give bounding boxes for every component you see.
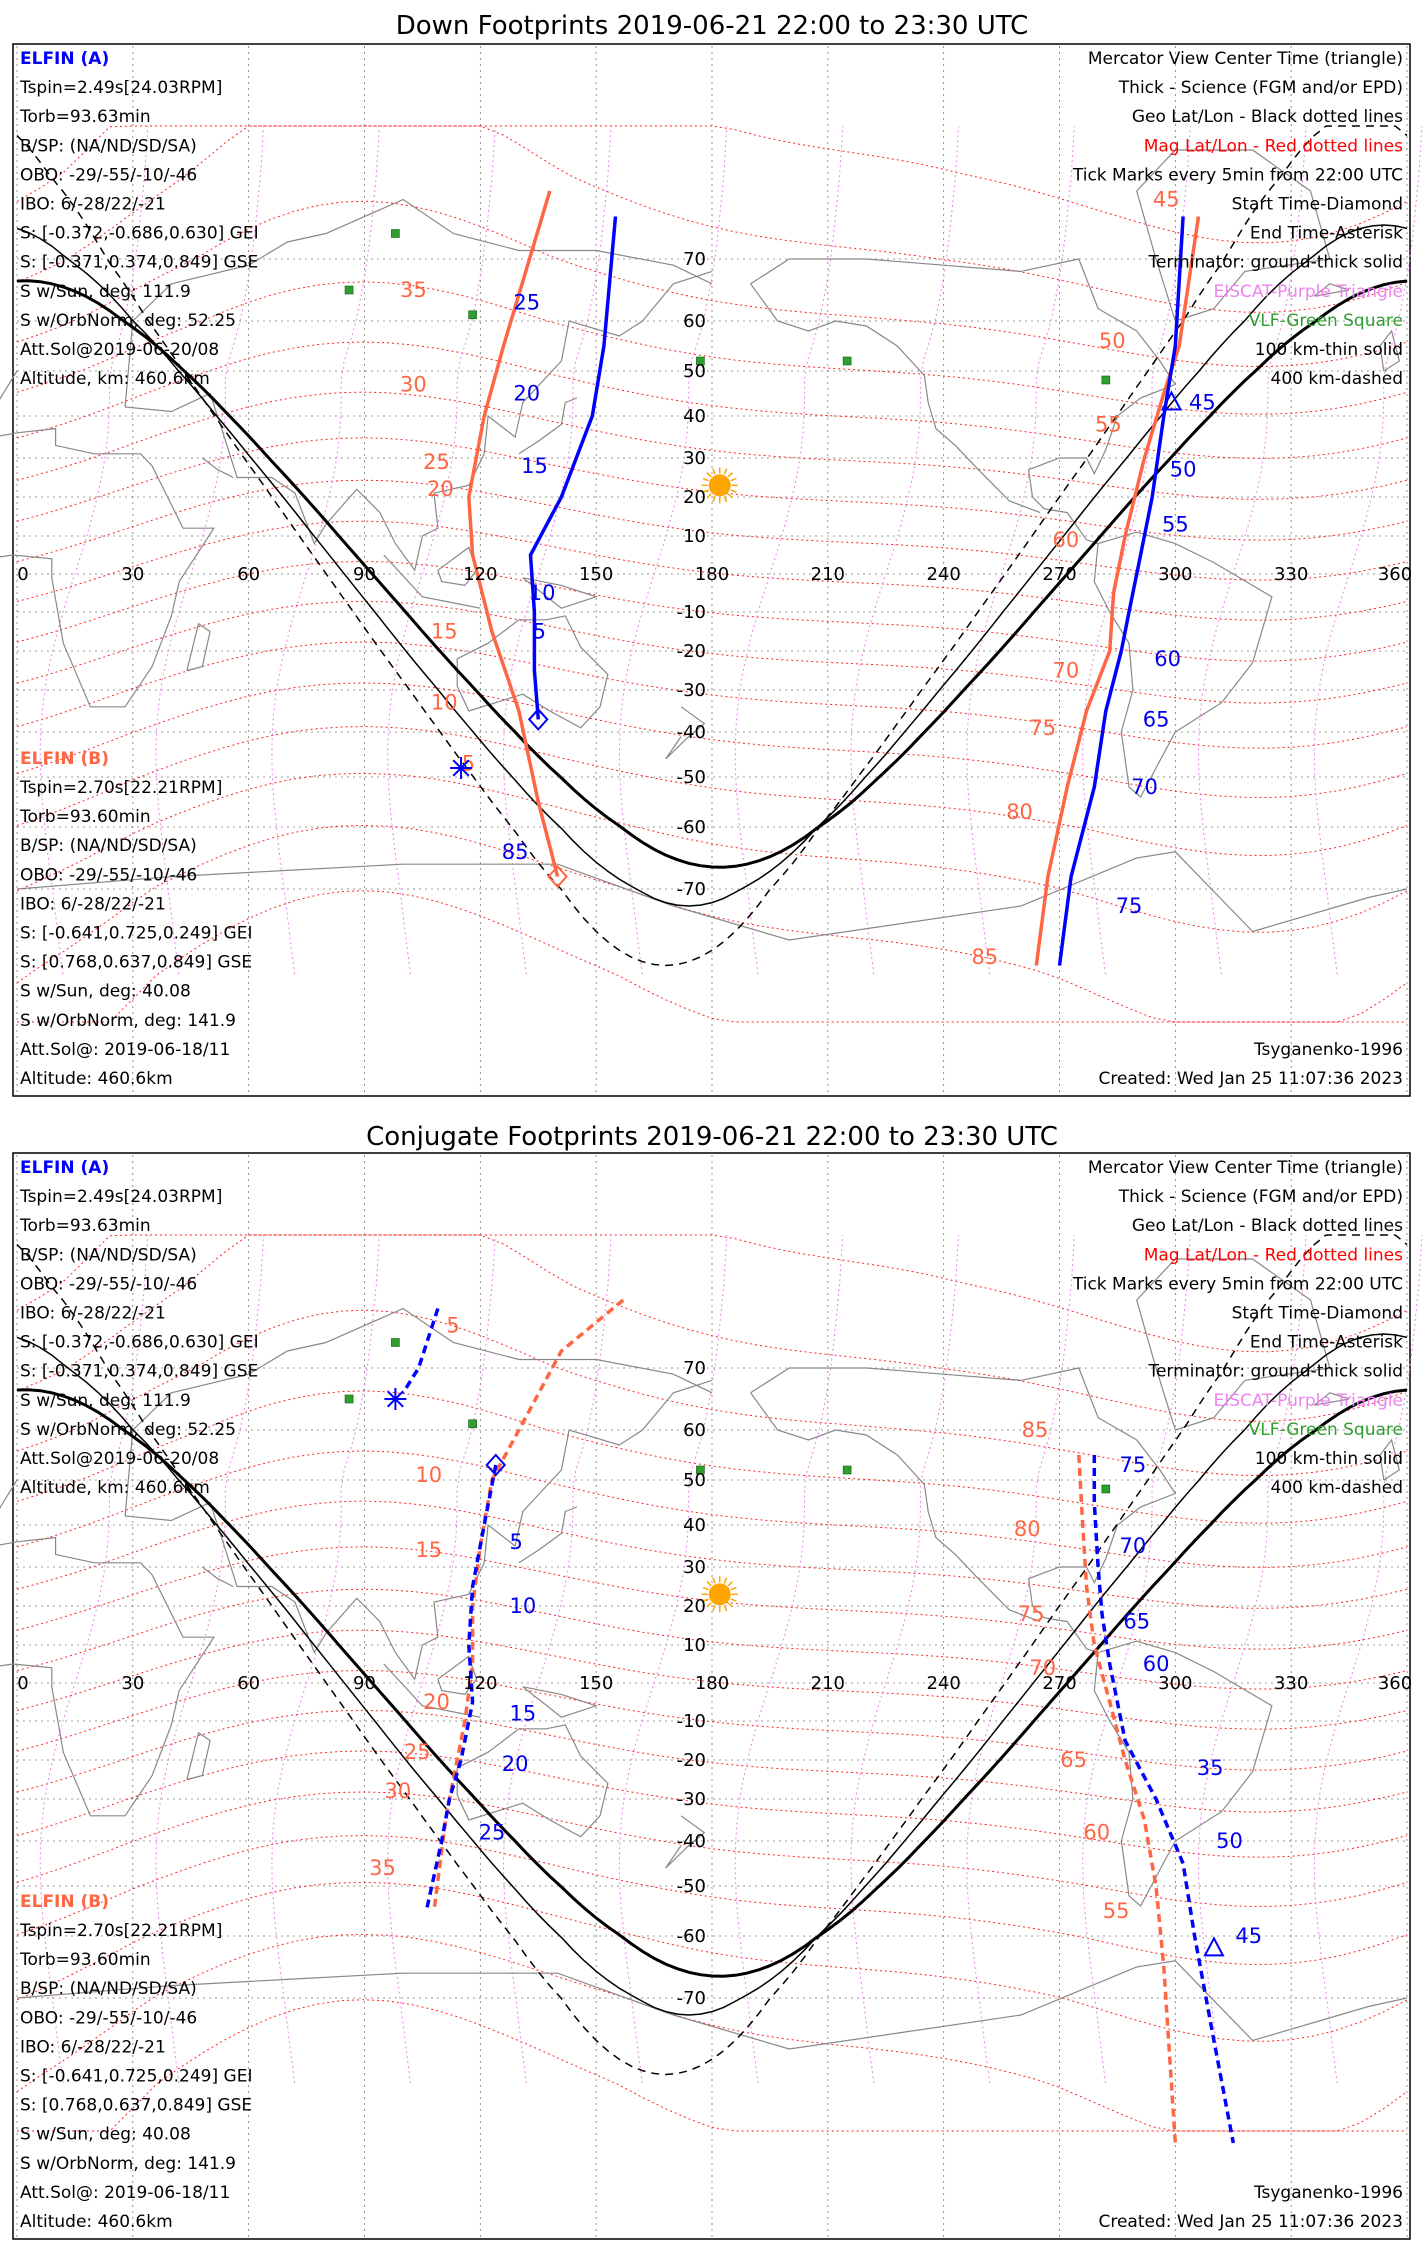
elfin-a-param: S w/OrbNorm, deg: 52.25	[20, 310, 237, 331]
elfin-b-param: Tspin=2.70s[22.21RPM]	[20, 1921, 223, 1941]
lon-tick-label: 240	[926, 564, 961, 585]
elfin-b-tick-label: 20	[423, 1690, 450, 1714]
elfin-a-tick-label: 75	[1119, 1453, 1147, 1477]
elfin-a-param: S: [-0.372,-0.686,0.630] GEI	[20, 223, 259, 244]
elfin-a-tick-label: 5	[532, 619, 547, 644]
vlf-station-marker	[843, 357, 851, 365]
lat-tick-label: 10	[683, 526, 706, 547]
elfin-a-param: S: [-0.371,0.374,0.849] GSE	[20, 1361, 259, 1382]
elfin-b-tick-label: 75	[1017, 1601, 1045, 1626]
legend-entry: Terminator: ground-thick solid	[1148, 252, 1403, 273]
elfin-b-tick-label: 45	[1152, 187, 1180, 212]
elfin-a-param: Torb=93.63min	[20, 1216, 151, 1237]
elfin-a-tick-label: 65	[1142, 707, 1170, 732]
elfin-b-param: Altitude: 460.6km	[20, 1069, 173, 1089]
elfin-b-tick-label: 60	[1083, 1820, 1111, 1845]
elfin-b-tick-label: 85	[971, 945, 999, 969]
elfin-b-tick-label: 70	[1052, 658, 1080, 683]
legend-entry: VLF-Green Square	[1248, 310, 1403, 331]
lat-tick-label: -40	[676, 722, 706, 743]
panel-title: Conjugate Footprints 2019-06-21 22:00 to 23:30 UTC	[366, 1122, 1058, 1152]
elfin-a-tick-label: 35	[1196, 1755, 1224, 1780]
elfin-b-tick-label: 55	[1102, 1899, 1130, 1923]
elfin-b-param: Torb=93.60min	[20, 807, 151, 828]
lon-tick-label: 30	[121, 564, 145, 585]
elfin-b-param: S w/OrbNorm, deg: 141.9	[20, 1010, 237, 1031]
vlf-station-marker	[843, 1466, 851, 1474]
elfin-b-param: S w/Sun, deg: 40.08	[20, 2124, 191, 2145]
elfin-b-param: S: [0.768,0.637,0.849] GSE	[20, 952, 253, 973]
sun-icon	[702, 1576, 738, 1612]
vlf-station-marker	[391, 230, 399, 238]
lon-tick-label: 90	[353, 1673, 376, 1694]
legend-entry: 400 km-dashed	[1270, 1478, 1403, 1499]
elfin-b-tick-label: 15	[430, 619, 458, 644]
lat-tick-label: -30	[676, 1789, 706, 1810]
legend-entry: Mercator View Center Time (triangle)	[1087, 49, 1403, 69]
lon-tick-label: 210	[810, 1673, 846, 1694]
elfin-b-tick-label: 35	[400, 278, 427, 302]
elfin-b-tick-label: 65	[1060, 1748, 1087, 1772]
lat-tick-label: -70	[676, 879, 706, 900]
elfin-a-param: S w/Sun, deg: 111.9	[20, 1390, 191, 1411]
elfin-b-tick-label: 10	[430, 690, 458, 715]
lat-tick-label: 50	[683, 1470, 706, 1491]
elfin-b-param: S w/OrbNorm, deg: 141.9	[20, 2153, 237, 2174]
elfin-b-name: ELFIN (B)	[20, 1891, 110, 1912]
lon-tick-label: 60	[237, 564, 261, 585]
lat-tick-label: 60	[683, 1420, 706, 1441]
elfin-b-tick-label: 75	[1029, 715, 1057, 740]
lat-tick-label: -60	[676, 1926, 706, 1947]
elfin-b-param: S w/Sun, deg: 40.08	[20, 981, 191, 1002]
elfin-a-param: IBO: 6/-28/22/-21	[20, 194, 166, 215]
lon-tick-label: 360	[1377, 1673, 1413, 1694]
elfin-b-tick-label: 15	[415, 1538, 443, 1563]
elfin-b-tick-label: 5	[446, 1313, 460, 1338]
lon-tick-label: 300	[1158, 564, 1193, 585]
vlf-station-marker	[1102, 1485, 1110, 1493]
lat-tick-label: 40	[683, 1515, 706, 1536]
lon-tick-label: 0	[17, 564, 29, 585]
vlf-station-marker	[469, 1420, 477, 1428]
elfin-a-param: Altitude, km: 460.6km	[20, 369, 210, 390]
elfin-a-param: Torb=93.63min	[20, 107, 151, 128]
lat-tick-label: -70	[676, 1988, 706, 2009]
legend-entry: Geo Lat/Lon - Black dotted lines	[1131, 1216, 1403, 1237]
lon-tick-label: 120	[463, 564, 498, 585]
lat-tick-label: 70	[683, 249, 706, 270]
elfin-a-tick-label: 65	[1123, 1609, 1151, 1634]
elfin-a-param: OBO: -29/-55/-10/-46	[20, 1274, 198, 1295]
elfin-b-param: IBO: 6/-28/22/-21	[20, 894, 166, 915]
vlf-station-marker	[345, 286, 353, 294]
elfin-a-tick-label: 45	[1235, 1924, 1263, 1948]
legend-entry: Thick - Science (FGM and/or EPD)	[1118, 78, 1403, 99]
elfin-a-param: S w/OrbNorm, deg: 52.25	[20, 1419, 237, 1440]
elfin-b-name: ELFIN (B)	[20, 748, 110, 769]
elfin-a-tick-label: 25	[478, 1820, 506, 1845]
elfin-a-param: Tspin=2.49s[24.03RPM]	[20, 78, 223, 99]
elfin-a-name: ELFIN (A)	[20, 49, 110, 69]
model-label: Tsyganenko-1996	[1253, 1040, 1403, 1060]
elfin-a-tick-label: 50	[1216, 1829, 1243, 1853]
legend-entry: Mag Lat/Lon - Red dotted lines	[1143, 1245, 1403, 1266]
elfin-b-param: Att.Sol@: 2019-06-18/11	[20, 1039, 231, 1060]
elfin-a-tick-label: 85	[501, 839, 529, 864]
lon-tick-label: 180	[694, 1673, 730, 1694]
elfin-a-param: S w/Sun, deg: 111.9	[20, 281, 191, 302]
elfin-b-tick-label: 60	[1052, 527, 1080, 552]
elfin-a-param: Att.Sol@2019-06-20/08	[20, 1449, 220, 1469]
elfin-a-param: S: [-0.372,-0.686,0.630] GEI	[20, 1332, 259, 1353]
legend-entry: 100 km-thin solid	[1254, 1449, 1403, 1469]
lat-tick-label: -40	[676, 1831, 706, 1852]
conjugate-footprints-panel	[0, 1122, 1422, 2239]
elfin-b-param: S: [-0.641,0.725,0.249] GEI	[20, 923, 253, 944]
vlf-station-marker	[345, 1395, 353, 1403]
created-label: Created: Wed Jan 25 11:07:36 2023	[1098, 2212, 1403, 2232]
elfin-a-param: B/SP: (NA/ND/SD/SA)	[20, 1245, 197, 1266]
elfin-a-tick-label: 5	[509, 1529, 523, 1554]
elfin-a-tick-label: 50	[1169, 457, 1197, 482]
elfin-a-param: Tspin=2.49s[24.03RPM]	[20, 1187, 223, 1208]
elfin-a-tick-label: 20	[513, 381, 541, 406]
elfin-a-tick-label: 15	[521, 453, 548, 478]
lat-tick-label: 10	[683, 1635, 706, 1656]
legend-entry: 400 km-dashed	[1270, 369, 1403, 390]
lat-tick-label: 30	[683, 1557, 706, 1578]
lon-tick-label: 330	[1273, 1673, 1309, 1694]
legend-entry: Mag Lat/Lon - Red dotted lines	[1143, 136, 1403, 157]
panel-title: Down Footprints 2019-06-21 22:00 to 23:30 UTC	[395, 11, 1029, 41]
lat-tick-label: 70	[683, 1358, 706, 1379]
lon-tick-label: 150	[578, 564, 614, 585]
elfin-b-param: OBO: -29/-55/-10/-46	[20, 865, 198, 886]
elfin-b-tick-label: 80	[1013, 1517, 1041, 1542]
elfin-b-tick-label: 70	[1029, 1655, 1057, 1680]
elfin-b-param: S: [-0.641,0.725,0.249] GEI	[20, 2066, 253, 2087]
elfin-b-param: Altitude: 460.6km	[20, 2212, 173, 2232]
lon-tick-label: 240	[926, 1673, 961, 1694]
elfin-a-tick-label: 75	[1115, 894, 1143, 918]
elfin-a-tick-label: 10	[509, 1594, 537, 1618]
elfin-a-tick-label: 45	[1189, 390, 1216, 415]
elfin-b-tick-label: 30	[384, 1779, 412, 1804]
elfin-b-param: B/SP: (NA/ND/SD/SA)	[20, 836, 197, 857]
elfin-b-param: Torb=93.60min	[20, 1950, 151, 1971]
lon-tick-label: 0	[17, 1673, 29, 1694]
lon-tick-label: 60	[237, 1673, 261, 1694]
legend-entry: EISCAT-Purple Triangle	[1213, 1390, 1403, 1411]
legend-entry: Start Time-Diamond	[1231, 1303, 1403, 1324]
lat-tick-label: 60	[683, 311, 706, 332]
elfin-b-tick-label: 50	[1098, 329, 1126, 353]
elfin-b-tick-label: 80	[1006, 800, 1033, 824]
down-footprints-panel	[0, 11, 1422, 1096]
lat-tick-label: 40	[683, 406, 706, 427]
lon-tick-label: 180	[694, 564, 730, 585]
elfin-b-tick-label: 20	[427, 477, 454, 502]
elfin-b-tick-label: 10	[415, 1463, 443, 1487]
lat-tick-label: 20	[683, 1596, 706, 1617]
elfin-b-tick-label: 55	[1095, 412, 1122, 437]
vlf-station-marker	[469, 311, 477, 319]
elfin-a-name: ELFIN (A)	[20, 1158, 110, 1178]
lon-tick-label: 120	[463, 1673, 498, 1694]
created-label: Created: Wed Jan 25 11:07:36 2023	[1098, 1069, 1403, 1089]
elfin-a-tick-label: 70	[1131, 775, 1158, 799]
legend-entry: Geo Lat/Lon - Black dotted lines	[1131, 107, 1403, 128]
elfin-b-tick-label: 5	[461, 751, 476, 776]
elfin-b-param: IBO: 6/-28/22/-21	[20, 2037, 166, 2058]
elfin-b-param: B/SP: (NA/ND/SD/SA)	[20, 1979, 197, 2000]
legend-entry: VLF-Green Square	[1248, 1419, 1403, 1440]
elfin-a-tick-label: 70	[1119, 1534, 1147, 1558]
elfin-a-param: B/SP: (NA/ND/SD/SA)	[20, 136, 197, 157]
vlf-station-marker	[391, 1339, 399, 1347]
legend-entry: Terminator: ground-thick solid	[1148, 1361, 1403, 1382]
legend-entry: End Time-Asterisk	[1249, 223, 1403, 244]
lon-tick-label: 150	[578, 1673, 614, 1694]
lat-tick-label: -60	[676, 817, 706, 838]
end-time-asterisk	[450, 757, 472, 779]
lat-tick-label: 30	[683, 448, 706, 469]
elfin-a-tick-label: 60	[1142, 1652, 1170, 1676]
elfin-a-tick-label: 20	[501, 1751, 529, 1776]
lat-tick-label: -50	[676, 767, 706, 788]
elfin-b-tick-label: 35	[369, 1856, 396, 1880]
lat-tick-label: -30	[676, 680, 706, 701]
elfin-a-tick-label: 10	[528, 581, 556, 605]
elfin-b-tick-label: 25	[403, 1740, 431, 1765]
elfin-b-param: OBO: -29/-55/-10/-46	[20, 2008, 198, 2029]
elfin-b-param: Tspin=2.70s[22.21RPM]	[20, 778, 223, 798]
elfin-a-tick-label: 25	[513, 290, 541, 315]
elfin-a-param: OBO: -29/-55/-10/-46	[20, 165, 198, 186]
end-time-asterisk	[384, 1388, 406, 1410]
lon-tick-label: 360	[1377, 564, 1413, 585]
lon-tick-label: 270	[1042, 1673, 1077, 1694]
legend-entry: End Time-Asterisk	[1249, 1332, 1403, 1353]
elfin-b-param: S: [0.768,0.637,0.849] GSE	[20, 2095, 253, 2116]
model-label: Tsyganenko-1996	[1253, 2183, 1403, 2203]
lat-tick-label: -20	[676, 1750, 706, 1771]
lon-tick-label: 300	[1158, 1673, 1193, 1694]
legend-entry: Thick - Science (FGM and/or EPD)	[1118, 1187, 1403, 1208]
legend-entry: Tick Marks every 5min from 22:00 UTC	[1072, 1274, 1403, 1295]
lat-tick-label: -20	[676, 641, 706, 662]
elfin-a-tick-label: 15	[509, 1701, 537, 1726]
elfin-b-tick-label: 30	[400, 372, 427, 397]
lon-tick-label: 30	[121, 1673, 145, 1694]
legend-entry: Tick Marks every 5min from 22:00 UTC	[1072, 165, 1403, 186]
lat-tick-label: -10	[676, 602, 706, 623]
lon-tick-label: 210	[810, 564, 846, 585]
elfin-a-param: Altitude, km: 460.6km	[20, 1478, 210, 1499]
lat-tick-label: -10	[676, 1711, 706, 1732]
lat-tick-label: -50	[676, 1876, 706, 1897]
legend-entry: Mercator View Center Time (triangle)	[1087, 1158, 1403, 1178]
elfin-a-param: Att.Sol@2019-06-20/08	[20, 340, 220, 360]
lon-tick-label: 270	[1042, 564, 1077, 585]
legend-entry: 100 km-thin solid	[1254, 340, 1403, 360]
elfin-b-tick-label: 25	[423, 449, 450, 474]
lon-tick-label: 90	[353, 564, 376, 585]
elfin-a-param: S: [-0.371,0.374,0.849] GSE	[20, 252, 259, 273]
legend-entry: EISCAT-Purple Triangle	[1213, 281, 1403, 302]
legend-entry: Start Time-Diamond	[1231, 194, 1403, 215]
lat-tick-label: 50	[683, 361, 706, 382]
elfin-a-tick-label: 55	[1162, 512, 1189, 537]
elfin-a-tick-label: 60	[1154, 646, 1182, 671]
lat-tick-label: 20	[683, 487, 706, 508]
elfin-b-param: Att.Sol@: 2019-06-18/11	[20, 2182, 231, 2203]
elfin-a-param: IBO: 6/-28/22/-21	[20, 1303, 166, 1324]
vlf-station-marker	[1102, 376, 1110, 384]
sun-icon	[702, 467, 738, 503]
lon-tick-label: 330	[1273, 564, 1309, 585]
elfin-b-tick-label: 85	[1021, 1418, 1049, 1442]
